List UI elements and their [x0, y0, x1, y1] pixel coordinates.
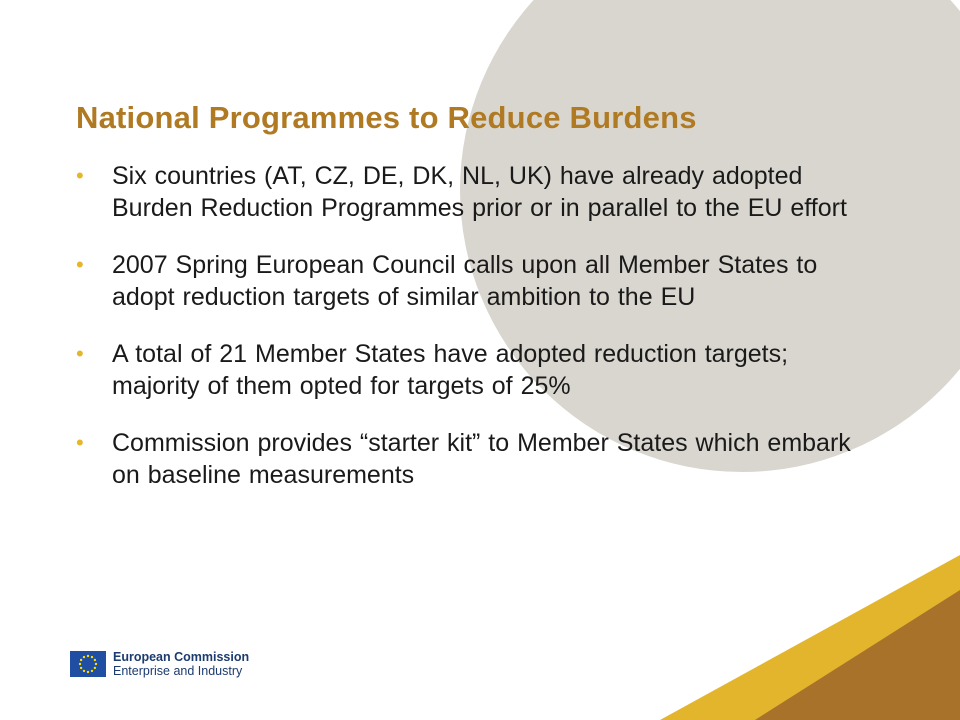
bullet-dot-icon: •	[76, 252, 84, 277]
bullet-item	[76, 160, 876, 224]
european-commission-logo	[70, 650, 249, 678]
bullet-item	[76, 249, 876, 313]
bullet-text: Six countries (AT, CZ, DE, DK, NL, UK) have already adopted Burden Reduction Programmes prior or in parallel to the EU effort	[112, 162, 847, 222]
logo-title: European Commission	[113, 650, 250, 664]
bullet-list	[76, 160, 876, 516]
logo-subtitle: Enterprise and Industry	[113, 664, 243, 678]
bullet-item	[76, 427, 876, 491]
bullet-text: A total of 21 Member States have adopted reduction targets; majority of them opted for targets of 25%	[112, 340, 789, 400]
bullet-text: Commission provides “starter kit” to Member States which embark on baseline measurements	[112, 429, 851, 489]
bullet-dot-icon: •	[76, 341, 84, 366]
bullet-dot-icon: •	[76, 163, 84, 188]
eu-flag-icon	[70, 651, 106, 677]
bullet-item	[76, 338, 876, 402]
bullet-dot-icon: •	[76, 430, 84, 455]
bullet-text: 2007 Spring European Council calls upon all Member States to adopt reduction targets of similar ambition to the EU	[112, 251, 818, 311]
logo-text	[113, 650, 249, 678]
slide-title: National Programmes to Reduce Burdens	[76, 100, 697, 135]
